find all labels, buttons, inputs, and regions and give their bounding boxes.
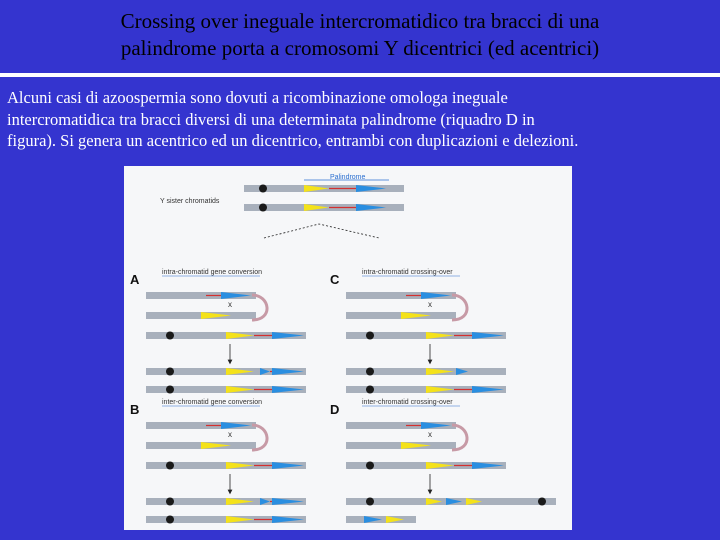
title-line-2: palindrome porta a cromosomi Y dicentrici (ed acentrici) [120, 36, 600, 60]
panel-B-result1-centromere [166, 498, 174, 506]
panel-A-result2-centromere [166, 386, 174, 394]
recombination-figure [124, 166, 572, 530]
panel-B-row3-centromere [166, 462, 174, 470]
title-divider [0, 73, 720, 77]
sister-chromatids [160, 174, 404, 238]
body-line-2: intercromatidica tra bracci diversi di una determinata palindrome (riquadro D in [7, 109, 535, 129]
title-line-1: Crossing over ineguale intercromatidico tra bracci di una [120, 9, 600, 33]
panel-C-result1-centromere [366, 368, 374, 376]
panel-A-result1-centromere [166, 368, 174, 376]
palindrome-label: Palindrome [330, 174, 366, 181]
cross-mark-A: x [228, 300, 232, 309]
sister-chromatids-label: Y sister chromatids [160, 198, 220, 205]
centromere-2 [259, 204, 267, 212]
panel-title-B: inter-chromatid gene conversion [162, 399, 262, 406]
slide-title [0, 8, 720, 62]
cross-mark-B: x [228, 430, 232, 439]
panel-B-result2-centromere [166, 516, 174, 524]
panel-D-result1-centromere-2 [538, 498, 546, 506]
panel-title-C: intra-chromatid crossing-over [362, 269, 453, 276]
panel-D-row3-centromere [366, 462, 374, 470]
panel-C-row3-centromere [366, 332, 374, 340]
branch-lines [264, 224, 379, 238]
cross-mark-D: x [428, 430, 432, 439]
panel-letter-A: A [130, 272, 140, 287]
figure-svg [124, 166, 572, 530]
panel-letter-B: B [130, 402, 140, 417]
body-line-1: Alcuni casi di azoospermia sono dovuti a ricombinazione omologa ineguale [7, 88, 508, 107]
panel-title-A: intra-chromatid gene conversion [162, 269, 262, 276]
body-line-3: figura). Si genera un acentrico ed un dicentrico, entrambi con duplicazioni e delezioni. [7, 131, 579, 150]
panel-C-result2-centromere [366, 386, 374, 394]
cross-mark-C: x [428, 300, 432, 309]
panel-A-row3-centromere [166, 332, 174, 340]
body-paragraph [7, 87, 715, 152]
panel-title-D: inter-chromatid crossing-over [362, 399, 453, 406]
panel-D-result1-centromere [366, 498, 374, 506]
panel-letter-D: D [330, 402, 340, 417]
panel-letter-C: C [330, 272, 340, 287]
centromere-1 [259, 185, 267, 193]
